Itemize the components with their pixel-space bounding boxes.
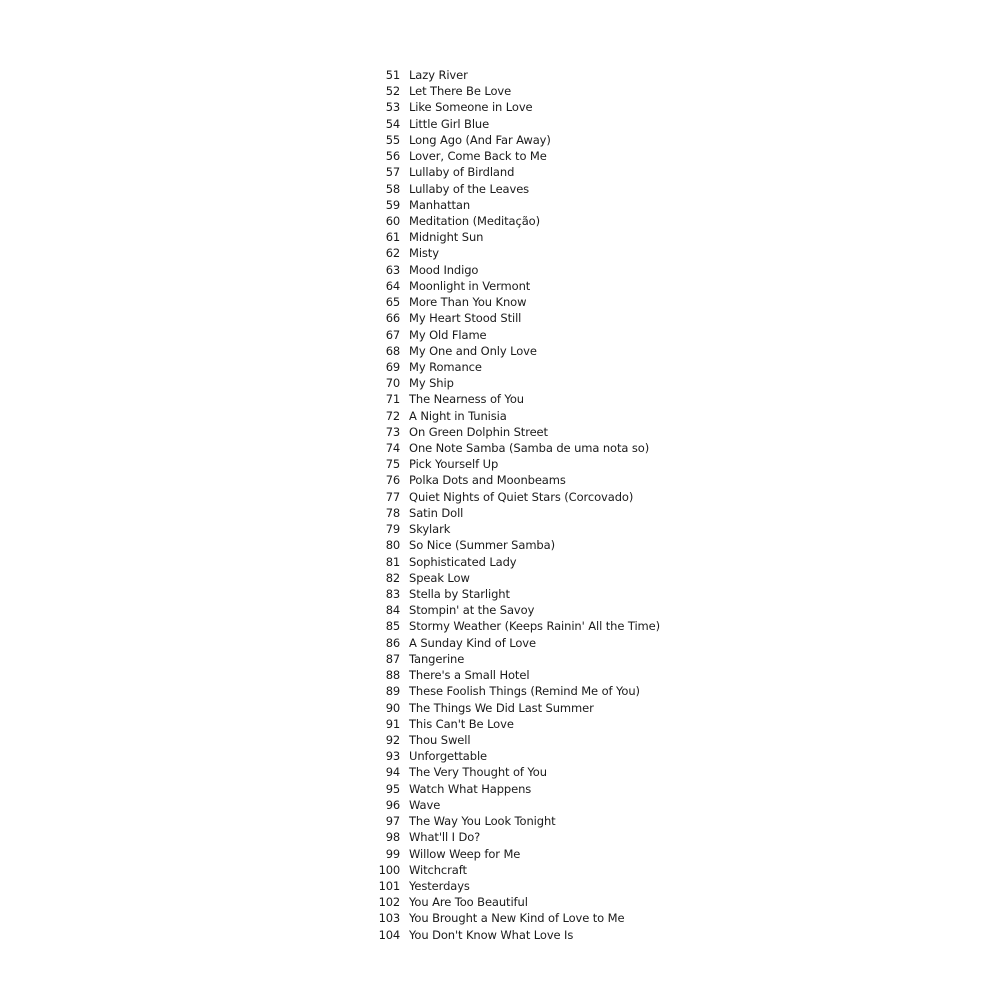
song-number: 71: [385, 392, 400, 407]
song-row: [370, 456, 690, 472]
song-number: 53: [385, 100, 400, 115]
song-title: Let There Be Love: [409, 84, 512, 99]
song-row: [370, 635, 690, 651]
song-title: My Old Flame: [409, 327, 487, 342]
song-row: [370, 359, 690, 375]
song-title: Tangerine: [409, 651, 465, 666]
song-title: Yesterdays: [409, 878, 470, 893]
song-row: [370, 181, 690, 197]
song-number: 98: [385, 830, 400, 845]
song-title: Moonlight in Vermont: [409, 278, 531, 293]
song-number: 81: [385, 554, 400, 569]
song-row: [370, 813, 690, 829]
song-title: Meditation (Meditação): [409, 213, 540, 228]
song-row: [370, 278, 690, 294]
song-number: 86: [385, 635, 400, 650]
song-number: 72: [385, 408, 400, 423]
song-row: [370, 683, 690, 699]
song-title: The Things We Did Last Summer: [409, 700, 594, 715]
song-row: [370, 148, 690, 164]
song-number: 62: [385, 246, 400, 261]
song-title: Mood Indigo: [409, 262, 479, 277]
song-row: [370, 213, 690, 229]
song-number: 82: [385, 570, 400, 585]
song-title: Lover, Come Back to Me: [409, 149, 547, 164]
song-title: A Night in Tunisia: [409, 408, 507, 423]
song-number: 59: [385, 197, 400, 212]
song-number: 102: [378, 895, 400, 910]
song-row: [370, 67, 690, 83]
song-number: 73: [385, 424, 400, 439]
song-title: Witchcraft: [409, 862, 467, 877]
song-number: 61: [385, 230, 400, 245]
song-number: 92: [385, 732, 400, 747]
song-number: 101: [378, 878, 400, 893]
song-row: [370, 667, 690, 683]
song-row: [370, 570, 690, 586]
song-number: 88: [385, 668, 400, 683]
song-row: [370, 910, 690, 926]
song-number: 66: [385, 311, 400, 326]
song-number: 103: [378, 911, 400, 926]
song-row: [370, 651, 690, 667]
song-title: Lullaby of the Leaves: [409, 181, 530, 196]
song-number: 93: [385, 749, 400, 764]
song-number: 85: [385, 619, 400, 634]
song-number: 75: [385, 457, 400, 472]
song-title: My Ship: [409, 376, 454, 391]
song-title: Lazy River: [409, 68, 468, 82]
song-row: [370, 537, 690, 553]
song-number: 56: [385, 149, 400, 164]
song-title: More Than You Know: [409, 295, 527, 310]
song-number: 91: [385, 716, 400, 731]
song-row: [370, 262, 690, 278]
song-title: You Don't Know What Love Is: [409, 927, 574, 942]
song-number: 67: [385, 327, 400, 342]
song-number: 89: [385, 684, 400, 699]
song-row: [370, 554, 690, 570]
song-title: Midnight Sun: [409, 230, 484, 245]
song-row: [370, 440, 690, 456]
song-row: [370, 294, 690, 310]
song-title: My Heart Stood Still: [409, 311, 522, 326]
song-number: 68: [385, 343, 400, 358]
song-number: 55: [385, 132, 400, 147]
song-row: [370, 424, 690, 440]
song-number: 78: [385, 505, 400, 520]
song-row: [370, 862, 690, 878]
song-title: My Romance: [409, 359, 482, 374]
song-title: My One and Only Love: [409, 343, 537, 358]
song-title: Skylark: [409, 522, 451, 537]
song-row: [370, 391, 690, 407]
song-row: [370, 829, 690, 845]
song-title: The Nearness of You: [409, 392, 524, 407]
song-row: [370, 408, 690, 424]
song-row: [370, 99, 690, 115]
song-title: Stella by Starlight: [409, 587, 510, 601]
song-number: 90: [385, 700, 400, 715]
song-title: The Very Thought of You: [409, 765, 547, 780]
song-title: Watch What Happens: [409, 781, 532, 796]
song-row: [370, 700, 690, 716]
song-row: [370, 327, 690, 343]
song-number: 54: [385, 116, 400, 131]
song-row: [370, 343, 690, 359]
song-row: [370, 132, 690, 148]
song-row: [370, 748, 690, 764]
song-title: Speak Low: [409, 570, 470, 585]
song-number: 52: [385, 84, 400, 99]
song-row: [370, 197, 690, 213]
song-title: On Green Dolphin Street: [409, 424, 548, 439]
song-number: 64: [385, 278, 400, 293]
song-row: [370, 878, 690, 894]
song-number: 69: [385, 359, 400, 374]
song-row: [370, 245, 690, 261]
song-row: [370, 602, 690, 618]
song-title: There's a Small Hotel: [409, 668, 530, 683]
song-row: [370, 716, 690, 732]
song-title: Stormy Weather (Keeps Rainin' All the Time): [409, 619, 661, 634]
song-title: Thou Swell: [409, 732, 471, 747]
song-row: [370, 164, 690, 180]
song-title: Stompin' at the Savoy: [409, 603, 535, 618]
song-number: 77: [385, 489, 400, 504]
song-number: 104: [378, 927, 400, 942]
song-title: Misty: [409, 246, 439, 261]
song-title: Unforgettable: [409, 749, 488, 764]
song-title: Satin Doll: [409, 505, 464, 520]
song-row: [370, 83, 690, 99]
song-number: 58: [385, 181, 400, 196]
song-title: You Are Too Beautiful: [409, 895, 528, 910]
song-title: Long Ago (And Far Away): [409, 132, 551, 147]
song-number: 79: [385, 522, 400, 537]
song-title: Quiet Nights of Quiet Stars (Corcovado): [409, 489, 634, 504]
song-number: 76: [385, 473, 400, 488]
song-title: Little Girl Blue: [409, 116, 490, 131]
song-row: [370, 116, 690, 132]
song-title: Willow Weep for Me: [409, 846, 521, 861]
song-title: Pick Yourself Up: [409, 457, 499, 472]
song-number: 57: [385, 165, 400, 180]
song-row: [370, 489, 690, 505]
song-number: 60: [385, 213, 400, 228]
song-number: 74: [385, 441, 400, 456]
song-title: This Can't Be Love: [409, 716, 514, 731]
song-number: 97: [385, 814, 400, 829]
song-row: [370, 310, 690, 326]
song-row: [370, 764, 690, 780]
song-title: Manhattan: [409, 197, 471, 212]
song-row: [370, 505, 690, 521]
song-title: You Brought a New Kind of Love to Me: [409, 911, 625, 926]
song-title: Polka Dots and Moonbeams: [409, 473, 566, 488]
song-number: 63: [385, 262, 400, 277]
song-number: 87: [385, 651, 400, 666]
song-row: [370, 521, 690, 537]
song-number: 83: [385, 587, 400, 601]
song-row: [370, 927, 690, 943]
song-row: [370, 472, 690, 488]
song-number: 99: [385, 846, 400, 861]
song-title: One Note Samba (Samba de uma nota so): [409, 441, 650, 456]
song-number: 80: [385, 538, 400, 553]
song-number: 51: [385, 68, 400, 82]
song-number: 70: [385, 376, 400, 391]
song-number: 94: [385, 765, 400, 780]
song-number: 65: [385, 295, 400, 310]
song-title: The Way You Look Tonight: [409, 814, 556, 829]
song-row: [370, 375, 690, 391]
song-row: [370, 846, 690, 862]
song-row: [370, 618, 690, 634]
song-number: 84: [385, 603, 400, 618]
song-row: [370, 229, 690, 245]
song-title: A Sunday Kind of Love: [409, 635, 536, 650]
song-row: [370, 797, 690, 813]
song-title: What'll I Do?: [409, 830, 481, 845]
song-number: 96: [385, 797, 400, 812]
song-list: [370, 67, 690, 943]
song-number: 100: [378, 862, 400, 877]
song-title: Wave: [409, 797, 441, 812]
song-title: Sophisticated Lady: [409, 554, 517, 569]
song-row: [370, 781, 690, 797]
song-title: Like Someone in Love: [409, 100, 533, 115]
song-row: [370, 586, 690, 602]
song-row: [370, 732, 690, 748]
song-title: These Foolish Things (Remind Me of You): [409, 684, 640, 699]
song-title: So Nice (Summer Samba): [409, 538, 555, 553]
song-row: [370, 894, 690, 910]
song-title: Lullaby of Birdland: [409, 165, 515, 180]
song-number: 95: [385, 781, 400, 796]
